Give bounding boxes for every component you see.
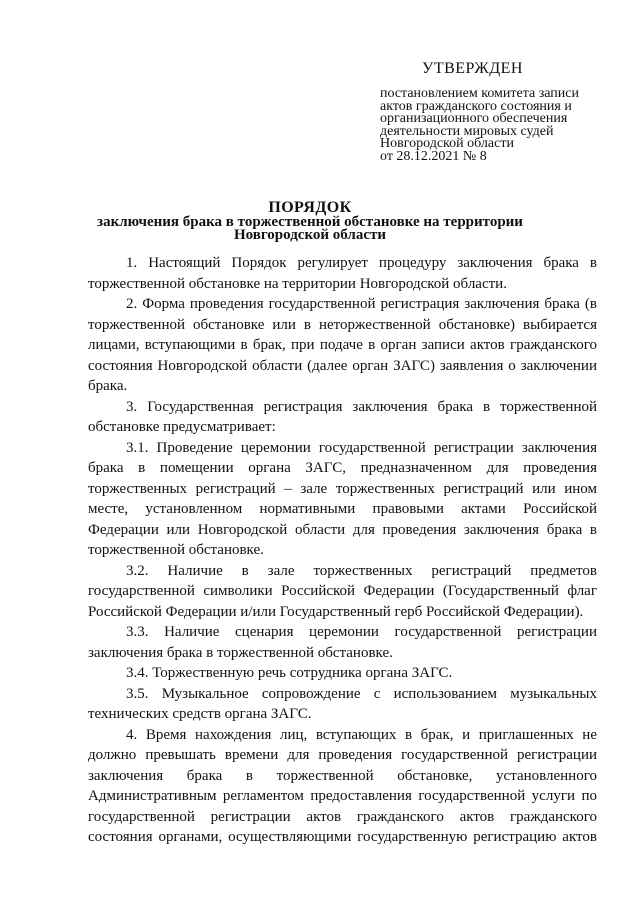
document-title: ПОРЯДОК: [268, 199, 352, 216]
approval-line: актов гражданского состояния и: [380, 98, 572, 114]
document-body: [88, 253, 597, 848]
approval-line: постановлением комитета записи: [380, 86, 579, 101]
paragraph-3-5: 3.5. Музыкальное сопровождение с использованием музыкальных технических средств органа ЗАГС.: [88, 685, 597, 722]
paragraph-3-4: 3.4. Торжественную речь сотрудника органа ЗАГС.: [126, 665, 453, 681]
paragraph-2: 2. Форма проведения государственной регистрация заключения брака (в торжественной обстановке или в неторжественной обстановке) выбирается лицами, вступающими в брак, при подаче в орган записи актов гражданского состояния Новгородской области (далее орган ЗАГС) заявления о заключении брака.: [88, 296, 597, 394]
approval-line: от 28.12.2021 № 8: [380, 148, 487, 164]
paragraph-3-3: 3.3. Наличие сценария церемонии государственной регистрации заключения брака в торжественной обстановке.: [88, 624, 597, 661]
approval-stamp-block: [380, 60, 610, 163]
approval-line: деятельности мировых судей: [380, 123, 554, 139]
paragraph-3-2: 3.2. Наличие в зале торжественных регистраций предметов государственной символики Российской Федерации (Государственный флаг Российской Федерации и/или Государственный герб Российской Федерации).: [88, 562, 597, 620]
paragraph-3-1: 3.1. Проведение церемонии государственной регистрации заключения брака в помещении органа ЗАГС, предназначенном для проведения торжественных регистраций – зале торжественных регистраций или ином месте, установленном нормативными правовыми актами Российской Федерации или Новгородской области для проведения заключения брака в торжественной обстановке.: [88, 439, 597, 558]
approval-line: организационного обеспечения: [380, 111, 568, 126]
approval-title: УТВЕРЖДЕН: [422, 60, 523, 77]
paragraph-4: 4. Время нахождения лиц, вступающих в брак, и приглашенных не должно превышать времени для проведения государственной регистрации заключения брака в торжественной обстановке, установленного Административным регламентом предоставления государственной услуги по государственной регистрации актов гражданского актов гражданского состояния органами, осуществляющими государственную регистрацию актов: [88, 726, 597, 845]
paragraph-3: 3. Государственная регистрация заключения брака в торжественной обстановке предусматривает:: [88, 398, 597, 435]
document-title-block: [80, 200, 540, 242]
document-subtitle-line: заключения брака в торжественной обстановке на территории: [97, 214, 523, 230]
approval-line: Новгородской области: [380, 136, 514, 151]
document-subtitle-line: Новгородской области: [233, 227, 387, 243]
paragraph-1: 1. Настоящий Порядок регулирует процедуру заключения брака в торжественной обстановке на территории Новгородской области.: [88, 255, 597, 292]
